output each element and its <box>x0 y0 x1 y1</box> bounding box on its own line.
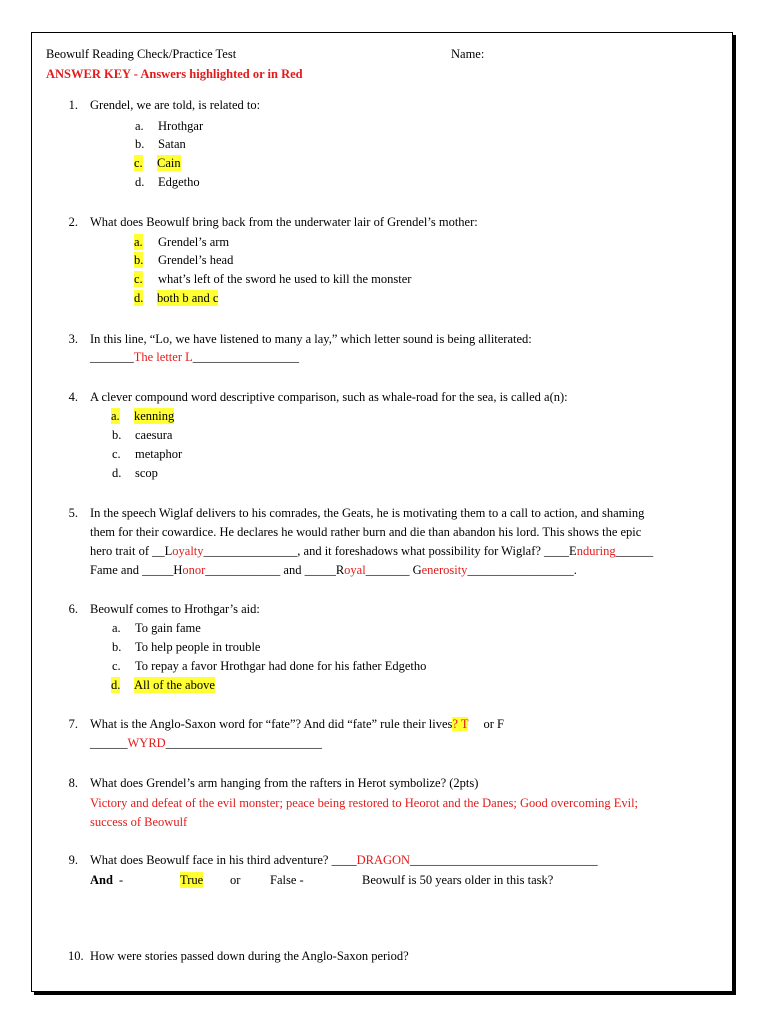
answer-line <box>90 735 322 751</box>
dash: - <box>119 873 124 887</box>
question-text: A clever compound word descriptive comparison, such as whale-road for the sea, is called a(n): <box>90 390 568 404</box>
question-number: 2. <box>68 215 78 229</box>
or-label: or <box>230 873 241 887</box>
question-number: 1. <box>68 98 78 112</box>
answer-generosity: enerosity <box>421 563 468 577</box>
answer-text-line: Victory and defeat of the evil monster; peace being restored to Heorot and the Danes; Good overcoming Evil; <box>90 796 639 810</box>
question-text-line: In the speech Wiglaf delivers to his comrades, the Geats, he is motivating them to a call to action, and shaming <box>90 506 645 520</box>
question-text: Grendel, we are told, is related to: <box>90 98 261 112</box>
text-segment: or F <box>483 717 504 731</box>
text-segment: ______ <box>615 544 654 558</box>
option-text: caesura <box>135 428 173 442</box>
option-text: Grendel’s arm <box>158 235 230 249</box>
option-letter-correct: b. <box>134 253 144 267</box>
option-letter: d. <box>112 466 122 480</box>
question-number: 9. <box>68 853 78 867</box>
text-segment: What does Beowulf face in his third adventure? ____ <box>90 853 357 867</box>
answer-text: WYRD <box>127 736 166 750</box>
answer-true-highlight: True <box>180 873 204 887</box>
option-text: Grendel’s head <box>158 253 234 267</box>
answer-blank: _________________________ <box>165 736 322 750</box>
option-text: To gain fame <box>135 621 201 635</box>
question-number: 4. <box>68 390 78 404</box>
answer-blank: ______ <box>90 736 128 750</box>
answer-blank: ______________________________ <box>410 853 598 867</box>
false-label: False - <box>270 873 304 887</box>
option-letter: b. <box>112 428 122 442</box>
question-text: What does Grendel’s arm hanging from the rafters in Herot symbolize? (2pts) <box>90 776 479 790</box>
text-segment: _________________. <box>467 563 577 577</box>
option-text-correct: both b and c <box>157 291 219 305</box>
question-number: 8. <box>68 776 78 790</box>
option-letter: c. <box>112 659 121 673</box>
option-text: what’s left of the sword he used to kill the monster <box>158 272 412 286</box>
question-number: 5. <box>68 506 78 520</box>
text-segment: hero trait of __L <box>90 544 173 558</box>
question-text-line: them for their cowardice. He declares he would rather burn and die than abandon his lord. This shows the epic <box>90 525 642 539</box>
answer-text: DRAGON <box>356 853 411 867</box>
text-segment: Fame and _____H <box>90 563 183 577</box>
question-number: 6. <box>68 602 78 616</box>
option-letter-correct: a. <box>134 235 143 249</box>
question-text-line <box>90 543 653 559</box>
question-text <box>90 716 504 732</box>
option-letter-correct: d. <box>134 291 144 305</box>
question-text: Beowulf comes to Hrothgar’s aid: <box>90 602 260 616</box>
option-letter-correct: c. <box>134 156 143 170</box>
answer-key-heading: ANSWER KEY - Answers highlighted or in Red <box>46 67 303 81</box>
question-text: In this line, “Lo, we have listened to many a lay,” which letter sound is being alliterated: <box>90 332 532 346</box>
option-letter: b. <box>135 137 145 151</box>
option-text: scop <box>135 466 158 480</box>
option-text: To repay a favor Hrothgar had done for his father Edgetho <box>135 659 427 673</box>
worksheet-title: Beowulf Reading Check/Practice Test <box>46 47 237 61</box>
text-segment: ____________ and _____R <box>205 563 345 577</box>
question-number: 10. <box>68 949 84 963</box>
option-letter-correct: a. <box>111 409 120 423</box>
option-letter: a. <box>135 119 144 133</box>
answer-loyalty: oyalty <box>172 544 204 558</box>
option-letter-correct: c. <box>134 272 143 286</box>
answer-royal: oyal <box>344 563 366 577</box>
answer-blank: _________________ <box>192 350 299 364</box>
option-letter: c. <box>112 447 121 461</box>
option-letter: d. <box>135 175 145 189</box>
option-text: Satan <box>158 137 186 151</box>
answer-text-line: success of Beowulf <box>90 815 188 829</box>
text-segment: _______________, and it foreshadows what possibility for Wiglaf? ____E <box>203 544 577 558</box>
question-number: 7. <box>68 717 78 731</box>
answer-blank: _______ <box>90 350 134 364</box>
option-text: metaphor <box>135 447 183 461</box>
question-text: How were stories passed down during the Anglo-Saxon period? <box>90 949 409 963</box>
text-segment: _______ G <box>365 563 422 577</box>
option-letter: a. <box>112 621 121 635</box>
option-letter-correct: d. <box>111 678 121 692</box>
question-text: What does Beowulf bring back from the underwater lair of Grendel’s mother: <box>90 215 478 229</box>
option-text-correct: Cain <box>157 156 181 170</box>
option-text: Edgetho <box>158 175 200 189</box>
question-text-line <box>90 562 577 578</box>
answer-honor: onor <box>182 563 206 577</box>
option-text: To help people in trouble <box>135 640 261 654</box>
question-text <box>90 852 598 868</box>
text-segment: What is the Anglo-Saxon word for “fate”? And did “fate” rule their lives <box>90 717 453 731</box>
answer-line <box>90 349 299 365</box>
option-letter: b. <box>112 640 122 654</box>
answer-text: The letter L <box>133 350 193 364</box>
true-false-statement: Beowulf is 50 years older in this task? <box>362 873 554 887</box>
option-text: Hrothgar <box>158 119 204 133</box>
answer-true-highlight: ? T <box>452 717 469 731</box>
option-text-correct: All of the above <box>134 678 215 692</box>
and-label: And <box>90 873 113 887</box>
option-text-correct: kenning <box>134 409 175 423</box>
question-number: 3. <box>68 332 78 346</box>
name-label: Name: <box>451 47 485 61</box>
answer-enduring: nduring <box>576 544 616 558</box>
